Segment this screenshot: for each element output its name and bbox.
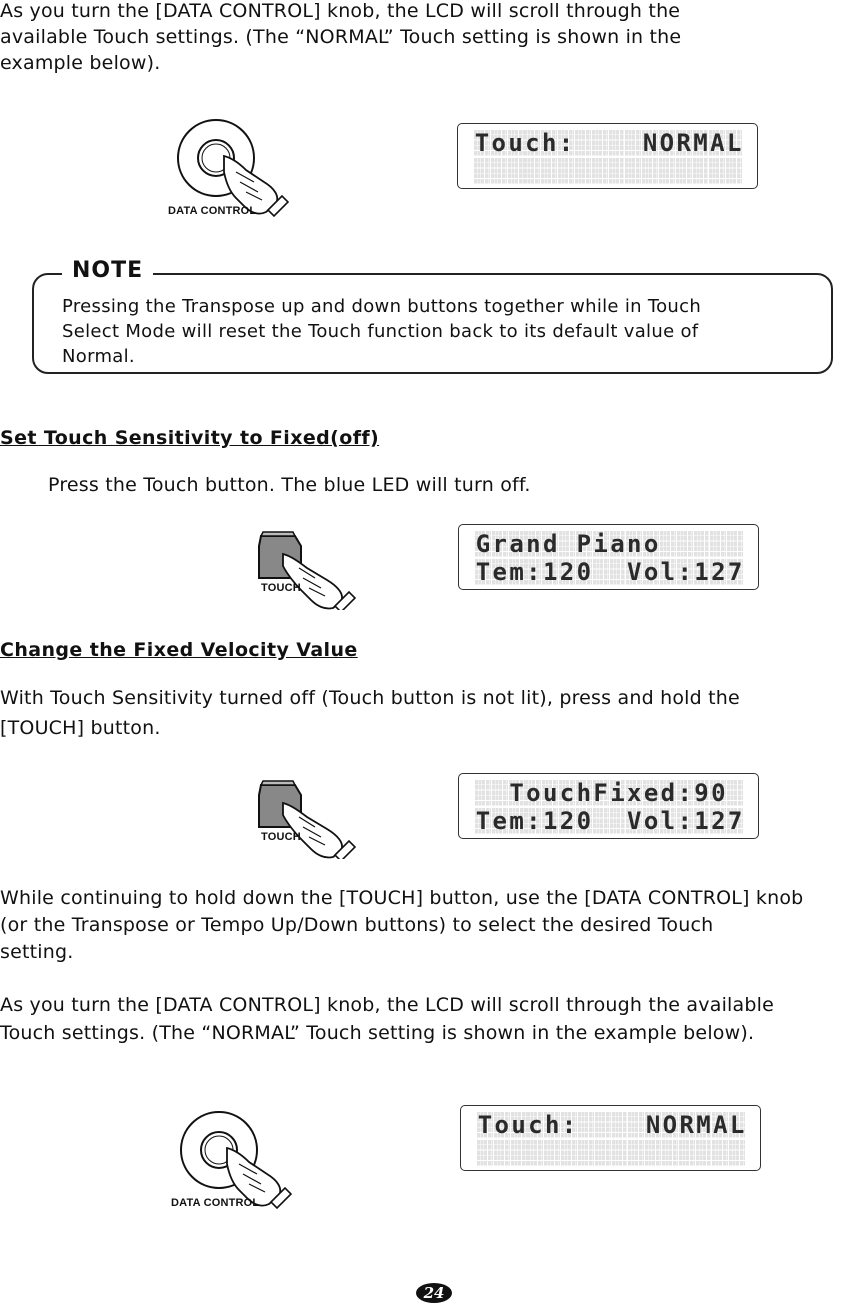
section1-text: Press the Touch button. The blue LED will turn off. [48, 474, 531, 496]
lcd-character: : [526, 558, 541, 586]
touch-button-hand-icon [255, 528, 365, 610]
lcd-character: o [494, 1111, 509, 1139]
lcd-character: u [508, 129, 523, 157]
lcd-character: T [475, 807, 491, 835]
lcd-character [659, 158, 675, 184]
lcd-character [559, 531, 575, 557]
para3-line-1: While continuing to hold down the [TOUCH] button, use the [DATA CONTROL] knob [0, 887, 804, 909]
lcd-character [609, 158, 625, 184]
lcd-character: 0 [711, 779, 726, 807]
para3-line-2: (or the Transpose or Tempo Up/Down buttons) to select the desired Touch [0, 914, 714, 936]
lcd-character: u [542, 779, 558, 807]
lcd-character [693, 158, 709, 184]
lcd-character [628, 1140, 644, 1166]
lcd-character [491, 158, 507, 184]
knob-label-1: DATA CONTROL [168, 205, 257, 217]
lcd-row [475, 780, 744, 807]
lcd-character [642, 158, 658, 184]
lcd-character: u [511, 1111, 526, 1139]
lcd-row [475, 808, 744, 835]
lcd-character [727, 531, 743, 557]
lcd-character [662, 1140, 678, 1166]
lcd-character [575, 130, 591, 156]
lcd-character: o [643, 807, 659, 835]
lcd-display-4 [460, 1105, 761, 1171]
lcd-character: : [677, 779, 692, 807]
lcd-row [474, 158, 743, 185]
lcd-character [595, 1140, 611, 1166]
lcd-character [592, 130, 608, 156]
lcd-character [494, 1140, 510, 1166]
lcd-character: M [696, 1111, 711, 1139]
note-line-1: Pressing the Transpose up and down buttons together while in Touch [62, 296, 702, 317]
para4-line-1: As you turn the [DATA CONTROL] knob, the LCD will scroll through the available [0, 994, 774, 1016]
lcd-character [544, 1140, 560, 1166]
lcd-character [660, 531, 676, 557]
lcd-character: o [643, 530, 659, 558]
lcd-display-3 [458, 773, 759, 839]
lcd-character: : [561, 1111, 577, 1139]
lcd-character [578, 1112, 594, 1138]
lcd-character [561, 1140, 577, 1166]
lcd-character: a [509, 530, 524, 558]
lcd-character: 0 [576, 807, 592, 835]
lcd-character [609, 130, 625, 156]
data-control-knob-illustration-1 [166, 112, 296, 222]
para4-line-2: Touch settings. (The “NORMAL” Touch setting is shown in the example below). [0, 1022, 755, 1044]
lcd-row [474, 130, 743, 157]
lcd-character: h [576, 779, 592, 807]
lcd-character [677, 531, 693, 557]
lcd-character: T [509, 779, 524, 807]
lcd-character: T [475, 558, 491, 586]
lcd-character [558, 158, 574, 184]
lcd-character: L [726, 129, 742, 157]
lcd-character: o [643, 558, 659, 586]
lcd-character [492, 780, 508, 806]
lcd-character: i [610, 779, 625, 807]
lcd-character: d [542, 530, 558, 558]
lcd-character: a [610, 530, 625, 558]
intro-line-1: As you turn the [DATA CONTROL] knob, the LCD will scroll through the [0, 0, 681, 22]
lcd-character: T [477, 1111, 493, 1139]
paragraph-hold-touch [0, 885, 803, 966]
lcd-character: T [474, 129, 490, 157]
lcd-character: l [660, 558, 676, 586]
lcd-character: A [713, 1111, 728, 1139]
lcd-character: O [662, 1111, 678, 1139]
lcd-character [595, 1112, 611, 1138]
lcd-character [710, 531, 726, 557]
lcd-character: h [541, 129, 557, 157]
intro-paragraph [0, 0, 681, 76]
lcd-character: h [544, 1111, 560, 1139]
lcd-character: d [660, 779, 676, 807]
lcd-character: e [492, 558, 507, 586]
lcd-character [527, 1140, 543, 1166]
lcd-character [612, 1112, 628, 1138]
note-line-3: Normal. [62, 346, 135, 367]
knob-label-2: DATA CONTROL [171, 1197, 260, 1209]
section2-line-2: [TOUCH] button. [0, 717, 161, 739]
lcd-character [593, 559, 609, 585]
lcd-character: o [526, 779, 541, 807]
lcd-character: r [492, 530, 507, 558]
lcd-character: F [593, 779, 608, 807]
lcd-character: 2 [559, 807, 575, 835]
data-control-knob-illustration-2 [169, 1104, 299, 1214]
lcd-row [475, 531, 744, 558]
lcd-character: 2 [711, 807, 726, 835]
lcd-character [477, 1140, 493, 1166]
lcd-character: 1 [542, 558, 558, 586]
lcd-character: V [627, 807, 642, 835]
lcd-character: R [679, 1111, 694, 1139]
lcd-character [475, 780, 491, 806]
lcd-character: : [558, 129, 574, 157]
lcd-character [612, 1140, 628, 1166]
lcd-character: m [509, 807, 524, 835]
lcd-character: : [526, 807, 541, 835]
lcd-character [511, 1140, 527, 1166]
lcd-character [696, 1140, 712, 1166]
lcd-character [474, 158, 490, 184]
touch-button-illustration-2 [255, 777, 365, 859]
lcd-character [676, 158, 692, 184]
lcd-character [712, 1140, 728, 1166]
note-line-2: Select Mode will reset the Touch function back to its default value of [62, 321, 699, 342]
section-heading-fixed-off: Set Touch Sensitivity to Fixed(off) [0, 427, 380, 449]
lcd-display-2 [458, 524, 759, 590]
lcd-character [508, 158, 524, 184]
lcd-character: 0 [576, 558, 592, 586]
lcd-character: 1 [694, 807, 709, 835]
lcd-character: G [475, 530, 491, 558]
lcd-character: o [491, 129, 506, 157]
lcd-character [679, 1140, 695, 1166]
intro-line-2: available Touch settings. (The “NORMAL” Touch setting is shown in the [0, 26, 682, 48]
lcd-character: e [492, 807, 507, 835]
lcd-character: 1 [694, 558, 709, 586]
lcd-character [628, 1112, 644, 1138]
lcd-character: i [593, 530, 608, 558]
lcd-character [709, 158, 725, 184]
lcd-character [694, 531, 710, 557]
lcd-character [645, 1140, 661, 1166]
lcd-character: : [677, 558, 692, 586]
lcd-character: M [693, 129, 708, 157]
section2-line-1: With Touch Sensitivity turned off (Touch button is not lit), press and hold the [0, 687, 740, 709]
lcd-display-1 [457, 123, 758, 189]
lcd-character: L [729, 1111, 745, 1139]
lcd-character: c [559, 779, 575, 807]
note-label: NOTE [62, 258, 153, 283]
lcd-character: c [525, 129, 540, 157]
section-heading-fixed-velocity: Change the Fixed Velocity Value [0, 639, 358, 661]
touch-button-hand-icon [255, 777, 365, 859]
lcd-character: x [627, 779, 642, 807]
lcd-character: n [627, 530, 642, 558]
lcd-row [477, 1140, 746, 1167]
lcd-character [575, 158, 591, 184]
lcd-character: P [576, 530, 592, 558]
lcd-character: N [642, 129, 658, 157]
lcd-row [477, 1112, 746, 1139]
section2-text [0, 683, 740, 743]
lcd-character [727, 780, 743, 806]
lcd-character: 2 [559, 558, 575, 586]
lcd-character: 7 [727, 558, 743, 586]
lcd-character [625, 158, 641, 184]
touch-label-1: TOUCH [261, 582, 301, 594]
lcd-character [541, 158, 557, 184]
lcd-character: 7 [727, 807, 743, 835]
lcd-character [610, 559, 626, 585]
lcd-character [726, 158, 742, 184]
paragraph-scroll-settings [0, 991, 774, 1047]
touch-label-2: TOUCH [261, 831, 301, 843]
note-text [62, 294, 701, 369]
lcd-character: V [627, 558, 642, 586]
lcd-character: 1 [542, 807, 558, 835]
lcd-character [625, 130, 641, 156]
lcd-character: A [710, 129, 725, 157]
lcd-character: l [660, 807, 676, 835]
lcd-character: m [509, 558, 524, 586]
lcd-character [524, 158, 540, 184]
lcd-character [593, 808, 609, 834]
lcd-character: : [677, 807, 692, 835]
para3-line-3: setting. [0, 941, 74, 963]
lcd-character: n [526, 530, 541, 558]
lcd-character [578, 1140, 594, 1166]
intro-line-3: example below). [0, 52, 161, 74]
lcd-character: R [676, 129, 691, 157]
lcd-character: O [659, 129, 675, 157]
lcd-row [475, 559, 744, 586]
lcd-character: 9 [694, 779, 709, 807]
lcd-character: c [528, 1111, 543, 1139]
lcd-character [610, 808, 626, 834]
lcd-character [592, 158, 608, 184]
lcd-character: e [643, 779, 659, 807]
page-number: 24 [416, 1283, 452, 1303]
touch-button-illustration-1 [255, 528, 365, 610]
lcd-character [729, 1140, 745, 1166]
lcd-character: 2 [711, 558, 726, 586]
lcd-character: N [645, 1111, 661, 1139]
